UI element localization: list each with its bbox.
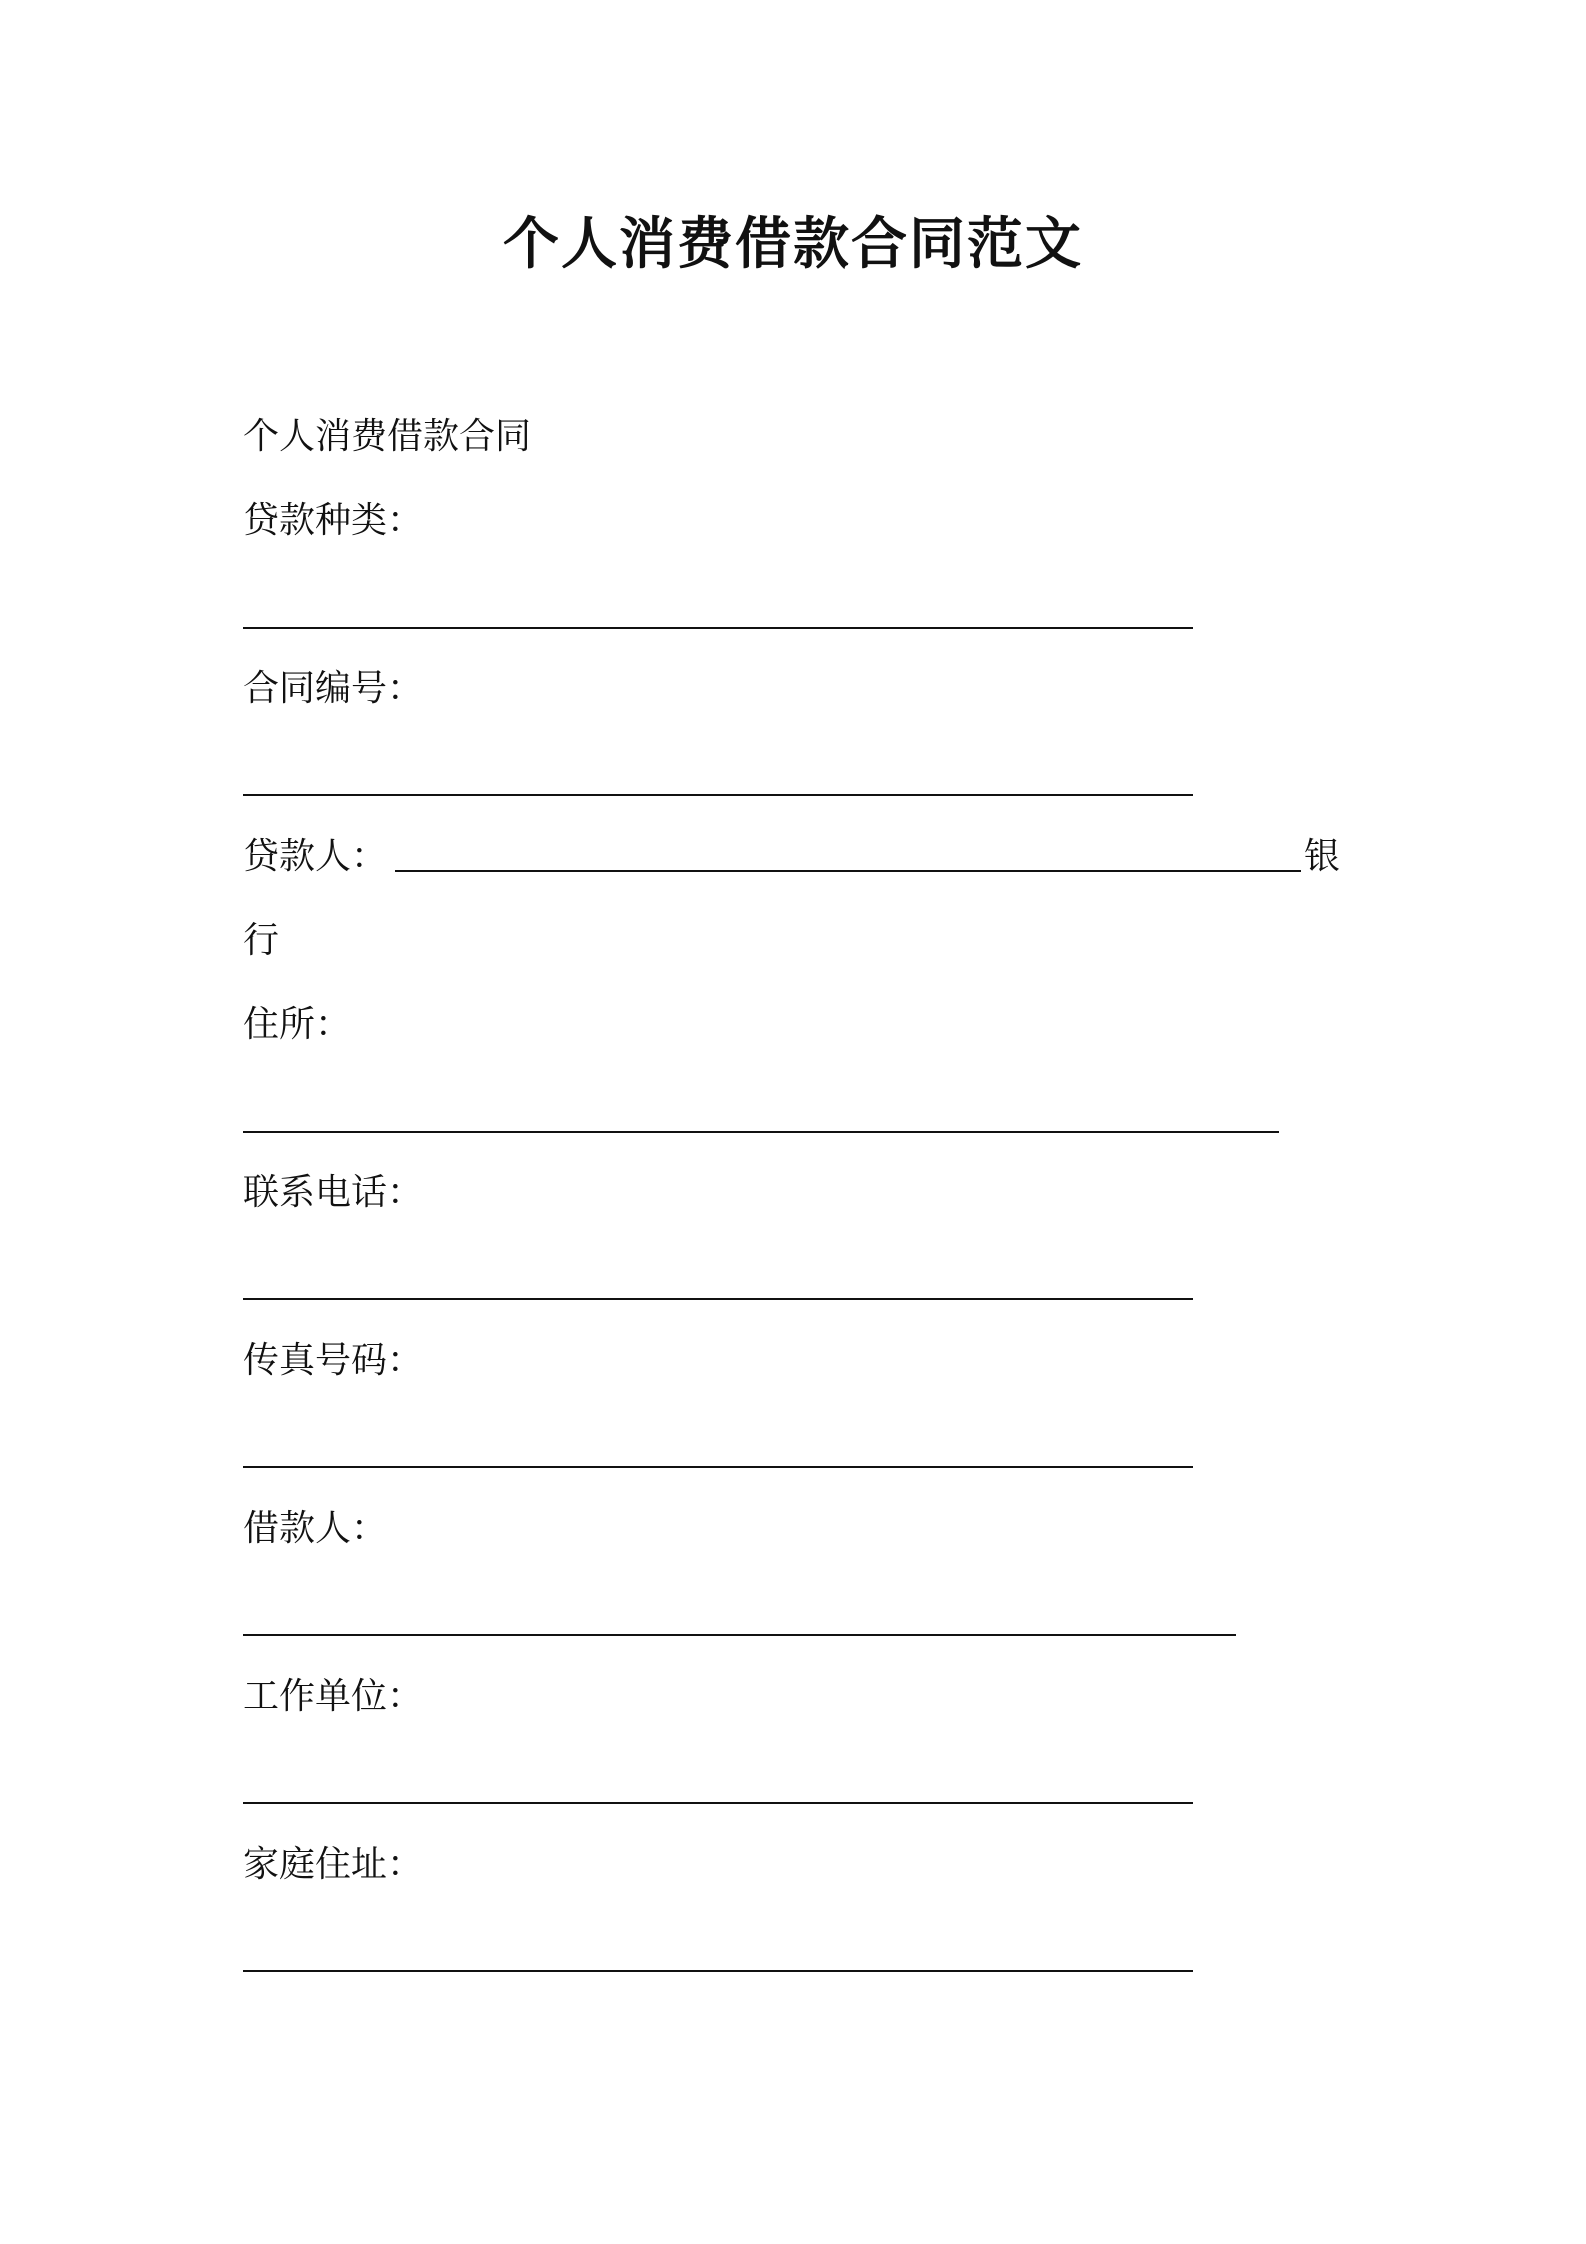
employer-label: 工作单位： xyxy=(243,1676,424,1717)
home-address-blank xyxy=(243,1970,1193,1972)
lender-label: 贷款人： xyxy=(243,836,388,877)
lender-suffix: 银 xyxy=(1304,836,1341,877)
lender-blank xyxy=(395,870,1301,872)
contract-subtitle: 个人消费借款合同 xyxy=(243,416,532,457)
contract-no-blank xyxy=(243,794,1193,796)
borrower-blank xyxy=(243,1634,1236,1636)
document-title: 个人消费借款合同范文 xyxy=(503,212,1083,277)
phone-label: 联系电话： xyxy=(243,1172,424,1213)
contract-no-label: 合同编号： xyxy=(243,668,424,709)
fax-blank xyxy=(243,1466,1193,1468)
lender-suffix-wrap: 行 xyxy=(243,920,280,961)
fax-label: 传真号码： xyxy=(243,1340,424,1381)
loan-type-blank xyxy=(243,627,1193,629)
borrower-label: 借款人： xyxy=(243,1508,388,1549)
address-label: 住所： xyxy=(243,1004,352,1045)
loan-type-label: 贷款种类： xyxy=(243,500,424,541)
employer-blank xyxy=(243,1802,1193,1804)
home-address-label: 家庭住址： xyxy=(243,1844,424,1885)
address-blank xyxy=(243,1131,1279,1133)
phone-blank xyxy=(243,1298,1193,1300)
